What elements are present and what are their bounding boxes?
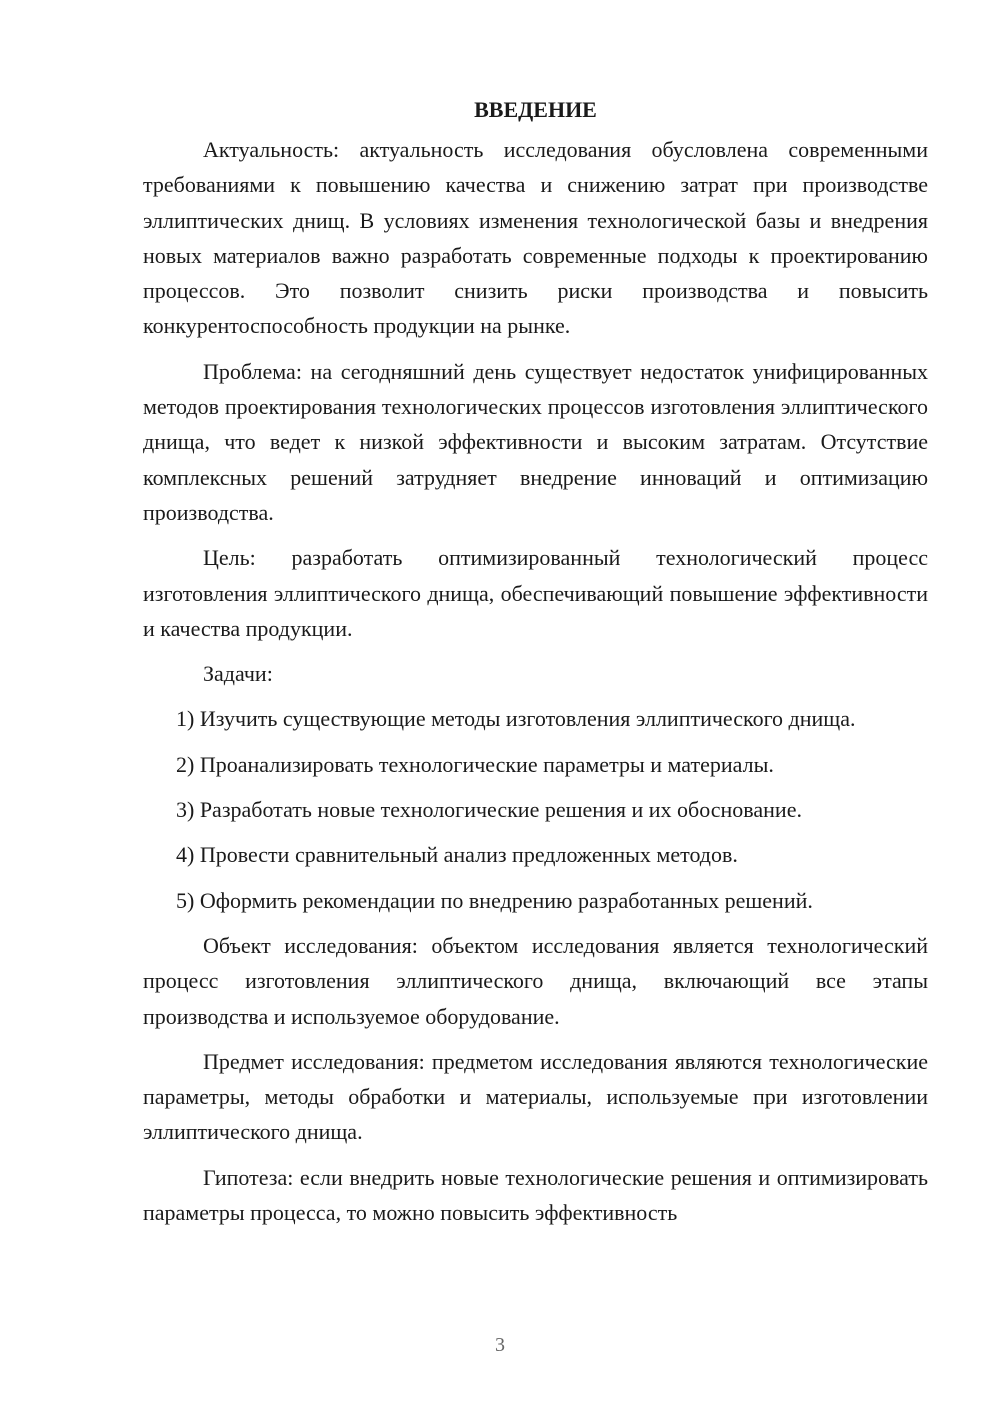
page-number: 3	[495, 1334, 505, 1356]
task-item-5: 5) Оформить рекомендации по внедрению разработанных решений.	[176, 887, 813, 913]
task-item-2: 2) Проанализировать технологические параметры и материалы.	[176, 751, 774, 777]
paragraph-object: Объект исследования: объектом исследования является технологический процесс изготовления эллиптического днища, включающий все этапы производства и используемое оборудование.	[143, 932, 928, 1029]
task-item-1: 1) Изучить существующие методы изготовления эллиптического днища.	[176, 706, 856, 732]
task-item-3: 3) Разработать новые технологические решения и их обоснование.	[176, 797, 802, 823]
task-item-4: 4) Провести сравнительный анализ предложенных методов.	[176, 842, 738, 868]
paragraph-problem: Проблема: на сегодняшний день существует недостаток унифицированных методов проектирования технологических процессов изготовления эллиптического днища, что ведет к низкой эффективности и высоким затратам. Отсутствие комплексных решений затрудняет внедрение инноваций и оптимизацию производства.	[143, 358, 928, 525]
section-heading: ВВЕДЕНИЕ	[474, 97, 597, 122]
paragraph-goal: Цель: разработать оптимизированный технологический процесс изготовления эллиптического днища, обеспечивающий повышение эффективности и качества продукции.	[143, 545, 928, 641]
paragraph-hypothesis: Гипотеза: если внедрить новые технологические решения и оптимизировать параметры процесса, то можно повысить эффективность	[143, 1164, 928, 1226]
document-page	[143, 96, 928, 1240]
tasks-label: Задачи:	[203, 661, 273, 687]
paragraph-subject: Предмет исследования: предметом исследования являются технологические параметры, методы обработки и материалы, используемые при изготовлении эллиптического днища.	[143, 1048, 928, 1145]
paragraph-relevance: Актуальность: актуальность исследования обусловлена современными требованиями к повышению качества и снижению затрат при производстве эллиптических днищ. В условиях изменения технологической базы и внедрения новых материалов важно разработать современные подходы к проектированию процессов. Это позволит снизить риски производства и повысить конкурентоспособность продукции на рынке.	[143, 137, 928, 339]
